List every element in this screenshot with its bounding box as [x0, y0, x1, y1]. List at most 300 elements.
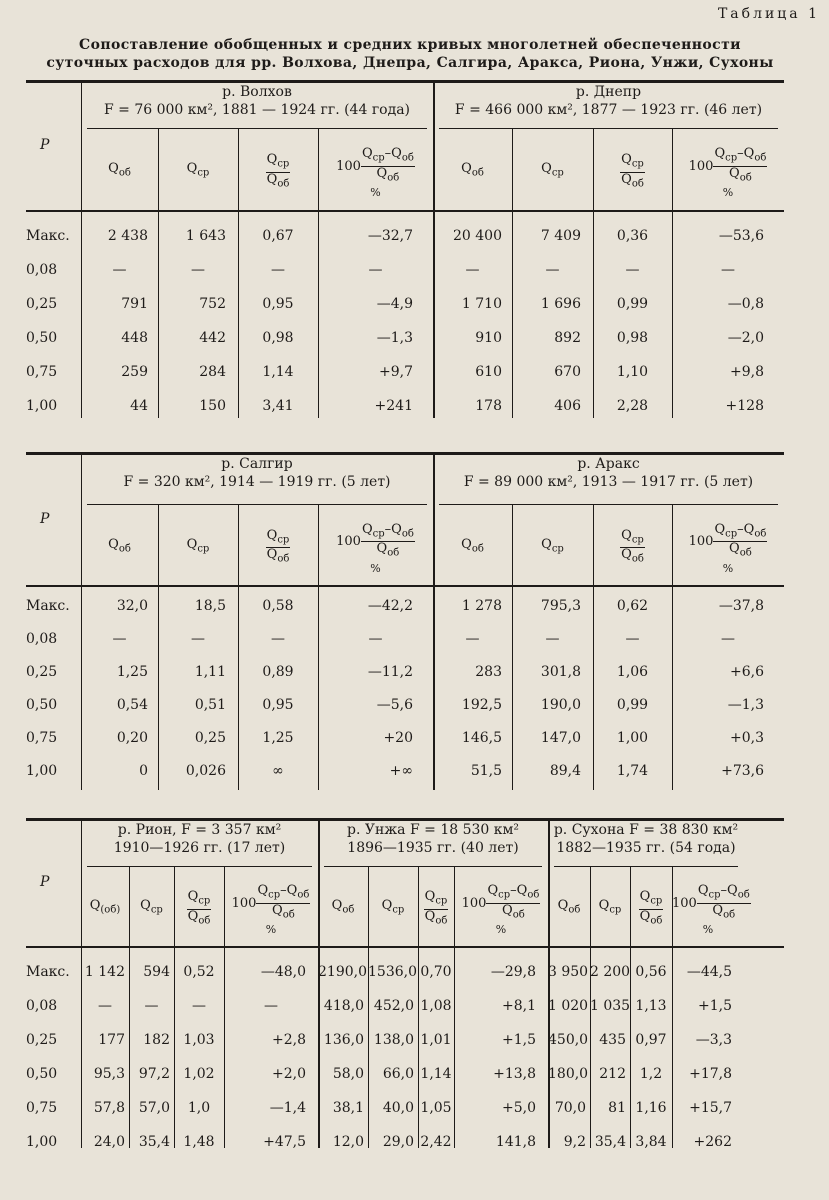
deviation-fraction [697, 884, 751, 922]
table-cell: 29,0 [382, 1134, 414, 1150]
table-cell: 1,02 [183, 1066, 215, 1082]
row-label: 0,25 [26, 664, 58, 680]
table-cell: — [271, 262, 285, 278]
column-header [318, 523, 433, 576]
q-symbol: $Q_{об}$ [621, 547, 644, 565]
table-cell: +∞ [389, 763, 413, 779]
q-symbol: $Q_{ср}$ [714, 146, 738, 164]
p-axis-label: P [40, 874, 50, 890]
table-cell: 0,98 [616, 330, 649, 346]
table-cell: —48,0 [260, 964, 306, 980]
table-cell: —2,0 [727, 330, 764, 346]
table-cell: 89,4 [549, 763, 581, 779]
q-symbol: $Q_{об}$ [376, 541, 400, 559]
ratio-denominator [187, 910, 212, 929]
column-header [238, 529, 318, 567]
row-label: 0,08 [26, 631, 58, 647]
q-symbol: $Q_{ср}$ [621, 152, 644, 170]
table-cell: +13,8 [493, 1066, 536, 1082]
table-cell: 1,03 [183, 1032, 215, 1048]
deviation-denominator [256, 904, 310, 923]
table-cell: 2 438 [107, 228, 148, 244]
row-label: 0,50 [26, 330, 58, 346]
table-cell: 0,62 [616, 598, 649, 614]
column-header [174, 890, 224, 928]
ratio-fraction [639, 890, 664, 928]
table-cell: 452,0 [373, 998, 414, 1014]
q-symbol: $Q_{об}$ [187, 908, 211, 927]
table-cell: — [465, 631, 480, 647]
row-label: 1,00 [26, 1134, 58, 1150]
table-cell: 670 [554, 364, 581, 380]
table-cell: 95,3 [93, 1066, 125, 1082]
river-name: р. Аракс [577, 456, 640, 472]
q-symbol: $Q_{об}$ [502, 902, 525, 921]
table-cell: 0,56 [635, 964, 667, 980]
river-header-rule [87, 866, 312, 867]
ratio-fraction [266, 529, 291, 567]
deviation-fraction [713, 147, 767, 185]
column-header [418, 890, 454, 928]
q-symbol: $Q_{ср}$ [266, 527, 290, 546]
table-cell: 20 400 [453, 228, 502, 244]
table-cell: —11,2 [367, 664, 413, 680]
ratio-fraction [620, 529, 645, 567]
q-symbol: $Q_{об}$ [557, 898, 581, 916]
q-symbol: $Q_{ср}$ [266, 152, 290, 170]
q-symbol: $Q_{ср}$ [381, 898, 405, 916]
table-cell: 12,0 [332, 1134, 364, 1150]
river-name: р. Волхов [222, 84, 292, 100]
table-cell: 1536,0 [368, 964, 417, 980]
column-header [368, 898, 418, 918]
table-cell: 1 142 [84, 964, 125, 980]
ratio-numerator [620, 153, 645, 173]
table-cell: 32,0 [116, 598, 148, 614]
table-cell: —4,9 [376, 296, 413, 312]
deviation-fraction [361, 147, 415, 185]
table-cell: 1 020 [548, 998, 589, 1014]
table-cell: —53,6 [718, 228, 764, 244]
table-cell: —37,8 [718, 598, 764, 614]
table-cell: 1,11 [194, 664, 226, 680]
table-cell: 136,0 [323, 1032, 364, 1048]
table-cell: +6,6 [730, 664, 764, 680]
river-header-rule [439, 128, 778, 129]
q-symbol: $Q_{ср}$ [361, 521, 385, 540]
row-label: 0,75 [26, 364, 58, 380]
percent-sign: % [722, 561, 734, 575]
table-cell: — [271, 631, 285, 647]
column-header [672, 523, 784, 576]
deviation-fraction [256, 884, 310, 922]
column-header [630, 890, 672, 928]
deviation-formula: 100 $\frac{Q_{ср}-Q_{об}}{Q_{об}}$ % [672, 534, 784, 576]
percent-sign: % [265, 923, 277, 937]
table-cell: 0,20 [116, 730, 148, 746]
table-cell: 81 [608, 1100, 626, 1116]
row-label: Макс. [26, 228, 70, 244]
river-info: F = 76 000 км², 1881 — 1924 гг. (44 года) [103, 102, 411, 118]
table-cell: 0,97 [635, 1032, 667, 1048]
table-cell: —3,3 [695, 1032, 732, 1048]
table-cell: — [721, 631, 735, 647]
table-cell: 1 278 [461, 598, 502, 614]
table-cell: 1,48 [183, 1134, 215, 1150]
table-cell: 0,52 [183, 964, 215, 980]
table-cell: 1 643 [185, 228, 226, 244]
caption-line-1: Сопоставление обобщенных и средних кривых многолетней обеспеченности [79, 37, 741, 53]
table-cell: +262 [693, 1134, 732, 1150]
table-cell: +128 [725, 398, 764, 414]
q-symbol: $Q_{об}$ [729, 541, 752, 559]
table-cell: 3,84 [635, 1134, 667, 1150]
table-cell: 146,5 [461, 730, 502, 746]
deviation-formula: 100 $\frac{Q_{ср}-Q_{об}}{Q_{об}}$ % [672, 883, 750, 937]
table-cell: +1,5 [502, 1032, 536, 1048]
table-cell: — [98, 998, 112, 1014]
deviation-numerator: $Q_{ср}-Q_{об}$ [713, 147, 767, 167]
deviation-numerator: $Q_{ср}-Q_{об}$ [361, 523, 415, 543]
table-cell: 0,25 [194, 730, 226, 746]
table-cell: 3 950 [548, 964, 589, 980]
table-cell: —0,8 [727, 296, 764, 312]
river-info: 1896—1935 гг. (40 лет) [347, 840, 519, 856]
row-label: 0,75 [26, 1100, 58, 1116]
table-cell: +9,8 [730, 364, 764, 380]
deviation-numerator: $Q_{ср}-Q_{об}$ [486, 884, 540, 904]
caption-line-2: суточных расходов для рр. Волхова, Днепра, Салгира, Аракса, Риона, Унжи, Сухоны [46, 55, 774, 71]
column-header [81, 161, 158, 181]
deviation-fraction [713, 523, 767, 561]
table-cell: +47,5 [263, 1134, 306, 1150]
q-symbol: $Q_{об}$ [108, 536, 131, 555]
table-number-label: Таблица 1 [717, 6, 820, 22]
table-cell: 910 [475, 330, 502, 346]
table-cell: 58,0 [332, 1066, 364, 1082]
table-cell: 66,0 [382, 1066, 414, 1082]
column-header [158, 537, 238, 557]
table-cell: — [144, 998, 159, 1014]
table-cell: 259 [121, 364, 148, 380]
table-cell: 284 [199, 364, 226, 380]
river-header-rule [439, 504, 778, 505]
row-label: Макс. [26, 964, 70, 980]
percent-sign: % [370, 186, 381, 200]
table-block-2 [26, 452, 784, 790]
table-cell: —5,6 [376, 697, 413, 713]
table-cell: +73,6 [721, 763, 764, 779]
river-info: 1882—1935 гг. (54 года) [556, 840, 736, 856]
q-symbol: $Q_{об}$ [108, 161, 131, 179]
table-cell: 1 696 [540, 296, 581, 312]
q-symbol: $Q_{ср}$ [541, 536, 564, 555]
ratio-numerator [639, 890, 664, 910]
q-symbol: $Q_{ср}$ [598, 898, 622, 916]
q-symbol: $Q_{об}$ [331, 898, 355, 916]
table-cell: 0,54 [116, 697, 148, 713]
row-label-divider [81, 818, 82, 1148]
table-cell: 1,08 [420, 998, 452, 1014]
table-cell: 51,5 [470, 763, 502, 779]
table-cell: 177 [98, 1032, 125, 1048]
table-cell: 1,14 [262, 364, 294, 380]
table-cell: 2,28 [616, 398, 649, 414]
river-name: р. Рион, F = 3 357 км² [117, 822, 282, 838]
table-cell: 1,13 [635, 998, 667, 1014]
ratio-denominator [639, 910, 664, 929]
table-cell: — [625, 262, 640, 278]
column-header [593, 529, 672, 567]
q-symbol: $Q_{об}$ [272, 902, 295, 921]
table-cell: —1,4 [269, 1100, 306, 1116]
table-cell: 1,74 [616, 763, 649, 779]
table-cell: 38,1 [332, 1100, 364, 1116]
table-cell: +241 [374, 398, 413, 414]
q-symbol: $Q_{ср}$ [487, 883, 511, 901]
table-cell: +2,8 [272, 1032, 306, 1048]
table-cell: —1,3 [727, 697, 764, 713]
ratio-denominator [266, 173, 291, 192]
table-cell: — [192, 998, 206, 1014]
table-cell: 190,0 [540, 697, 581, 713]
table-cell: 35,4 [594, 1134, 626, 1150]
table-cell: 192,5 [461, 697, 502, 713]
table-cell: 2 200 [590, 964, 631, 980]
table-cell: +5,0 [502, 1100, 536, 1116]
table-cell: 24,0 [93, 1134, 125, 1150]
q-symbol: $Q_{об}$ [461, 536, 484, 555]
row-label: Макс. [26, 598, 70, 614]
deviation-denominator [713, 542, 767, 561]
table-cell: — [721, 262, 735, 278]
table-cell: 0,58 [262, 598, 294, 614]
table-cell: +15,7 [689, 1100, 732, 1116]
table-cell: — [368, 631, 383, 647]
row-label: 0,50 [26, 1066, 58, 1082]
ratio-denominator [620, 173, 645, 192]
table-block-1 [26, 80, 784, 418]
q-symbol: $Q_{об}$ [461, 161, 484, 179]
table-cell: 1,14 [420, 1066, 452, 1082]
table-cell: 406 [554, 398, 581, 414]
table-cell: +20 [383, 730, 413, 746]
percent-sign: % [722, 186, 734, 200]
deviation-formula: 100 $\frac{Q_{ср}-Q_{об}}{Q_{об}}$ % [672, 159, 784, 201]
q-symbol: $Q_{ср}$ [257, 883, 281, 901]
q-symbol: $Q_{ср}$ [361, 146, 385, 164]
table-cell: — [465, 262, 480, 278]
q-symbol: $Q_{об}$ [424, 908, 448, 927]
column-header [158, 161, 238, 181]
percent-sign: % [495, 923, 507, 937]
table-cell: 138,0 [373, 1032, 414, 1048]
table-cell: — [191, 262, 205, 278]
column-header [433, 537, 512, 557]
table-cell: —44,5 [686, 964, 732, 980]
q-symbol: $Q_{об}$ [712, 902, 736, 921]
table-cell: 1,0 [187, 1100, 211, 1116]
block-top-rule [26, 818, 784, 821]
q-symbol: $Q_{ср}$ [621, 527, 644, 546]
table-cell: 0,95 [262, 697, 294, 713]
river-name: р. Унжа F = 18 530 км² [346, 822, 520, 838]
table-cell: 450,0 [548, 1032, 589, 1048]
river-info: 1910—1926 гг. (17 лет) [113, 840, 286, 856]
table-cell: 2190,0 [318, 964, 367, 980]
table-cell: — [112, 631, 127, 647]
table-cell: 752 [199, 296, 226, 312]
table-cell: —1,3 [376, 330, 413, 346]
table-cell: — [368, 262, 383, 278]
deviation-denominator [361, 542, 415, 561]
q-symbol: $Q_{ср}$ [187, 889, 211, 907]
q-symbol: $Q_{ср}$ [714, 521, 738, 540]
table-cell: 18,5 [194, 598, 226, 614]
percent-sign: % [370, 561, 381, 575]
table-cell: 1,25 [116, 664, 148, 680]
table-cell: 1,2 [639, 1066, 663, 1082]
ratio-denominator [424, 910, 449, 929]
river-name: р. Салгир [221, 456, 293, 472]
column-header [318, 147, 433, 200]
table-cell: 2,42 [420, 1134, 452, 1150]
header-bottom-rule [26, 946, 784, 948]
q-symbol: $Q_{об}$ [266, 171, 290, 190]
river-info: F = 466 000 км², 1877 — 1923 гг. (46 лет) [454, 102, 763, 118]
table-cell: 0,95 [262, 296, 294, 312]
table-cell: 0,99 [616, 296, 649, 312]
deviation-numerator: $Q_{ср}-Q_{об}$ [256, 884, 310, 904]
table-cell: 7 409 [540, 228, 581, 244]
table-cell: 1,16 [635, 1100, 667, 1116]
ratio-fraction [266, 153, 291, 191]
table-cell: 1,00 [616, 730, 649, 746]
q-symbol: $Q_{(об)}$ [89, 898, 121, 916]
table-cell: 1,05 [420, 1100, 452, 1116]
deviation-numerator: $Q_{ср}-Q_{об}$ [697, 884, 751, 904]
table-cell: 3,41 [262, 398, 294, 414]
column-header [454, 884, 548, 937]
deviation-denominator [713, 167, 767, 186]
river-header-rule [87, 504, 427, 505]
column-header [81, 537, 158, 557]
deviation-denominator [361, 167, 415, 186]
ratio-fraction [424, 890, 449, 928]
header-bottom-rule [26, 210, 784, 212]
column-header [129, 898, 174, 918]
deviation-denominator [486, 904, 540, 923]
column-header [672, 883, 750, 937]
table-cell: 9,2 [563, 1134, 586, 1150]
deviation-fraction [361, 523, 415, 561]
table-cell: 1,01 [420, 1032, 452, 1048]
table-cell: 1,06 [616, 664, 649, 680]
p-axis-label: P [40, 137, 50, 153]
q-symbol: $Q_{ср}$ [639, 889, 663, 907]
ratio-numerator [620, 529, 645, 549]
column-header [590, 898, 630, 918]
row-label: 1,00 [26, 763, 58, 779]
table-cell: +2,0 [272, 1066, 306, 1082]
table-cell: 1,10 [616, 364, 649, 380]
table-cell: 57,8 [93, 1100, 125, 1116]
q-symbol: $Q_{ср}$ [140, 898, 163, 916]
column-header [238, 153, 318, 191]
table-cell: ∞ [272, 763, 284, 779]
table-cell: 1 710 [461, 296, 502, 312]
table-cell: 594 [143, 964, 170, 980]
q-symbol: $Q_{ср}$ [424, 889, 448, 907]
deviation-formula: 100 $\frac{Q_{ср}-Q_{об}}{Q_{об}}$ % [318, 159, 433, 201]
table-cell: 1,25 [262, 730, 294, 746]
q-symbol: $Q_{об}$ [376, 165, 400, 184]
table-cell: +17,8 [689, 1066, 732, 1082]
table-cell: 442 [199, 330, 226, 346]
q-symbol: $Q_{ср}$ [186, 536, 210, 555]
column-header [224, 884, 318, 937]
table-cell: +0,3 [730, 730, 764, 746]
river-header-rule [324, 866, 542, 867]
river-divider [318, 818, 320, 1148]
row-label: 0,50 [26, 697, 58, 713]
table-cell: 147,0 [540, 730, 581, 746]
column-header [433, 161, 512, 181]
table-cell: 795,3 [540, 598, 581, 614]
table-cell: 212 [599, 1066, 626, 1082]
table-cell: 0 [139, 763, 148, 779]
table-cell: 301,8 [540, 664, 581, 680]
table-cell: —42,2 [367, 598, 413, 614]
river-info: F = 89 000 км², 1913 — 1917 гг. (5 лет) [463, 474, 754, 490]
q-symbol: $Q_{об}$ [266, 547, 290, 565]
ratio-fraction [620, 153, 645, 191]
table-cell: 791 [121, 296, 148, 312]
column-header [512, 537, 593, 557]
deviation-denominator [697, 904, 751, 923]
table-cell: 0,89 [262, 664, 294, 680]
block-top-rule [26, 452, 784, 455]
ratio-numerator [266, 529, 291, 549]
q-symbol: $Q_{об}$ [639, 908, 663, 927]
header-bottom-rule [26, 585, 784, 587]
river-divider [548, 818, 550, 1148]
table-cell: 178 [475, 398, 502, 414]
percent-sign: % [702, 923, 714, 937]
row-label: 0,08 [26, 262, 58, 278]
table-cell: — [112, 262, 127, 278]
table-cell: 0,98 [262, 330, 294, 346]
table-cell: 0,70 [420, 964, 452, 980]
ratio-denominator [266, 548, 291, 567]
q-symbol: $Q_{об}$ [729, 165, 752, 184]
ratio-numerator [266, 153, 291, 173]
table-cell: 150 [199, 398, 226, 414]
table-cell: 40,0 [382, 1100, 414, 1116]
p-axis-label: P [40, 510, 50, 527]
deviation-fraction [486, 884, 540, 922]
table-cell: —32,7 [367, 228, 413, 244]
table-cell: +8,1 [502, 998, 536, 1014]
column-header [318, 898, 368, 918]
table-cell: 0,026 [185, 763, 226, 779]
river-header-rule [87, 128, 427, 129]
table-cell: 0,67 [262, 228, 294, 244]
river-info: F = 320 км², 1914 — 1919 гг. (5 лет) [123, 474, 391, 490]
column-header [672, 147, 784, 200]
column-header [548, 898, 590, 918]
table-cell: 141,8 [495, 1134, 536, 1150]
